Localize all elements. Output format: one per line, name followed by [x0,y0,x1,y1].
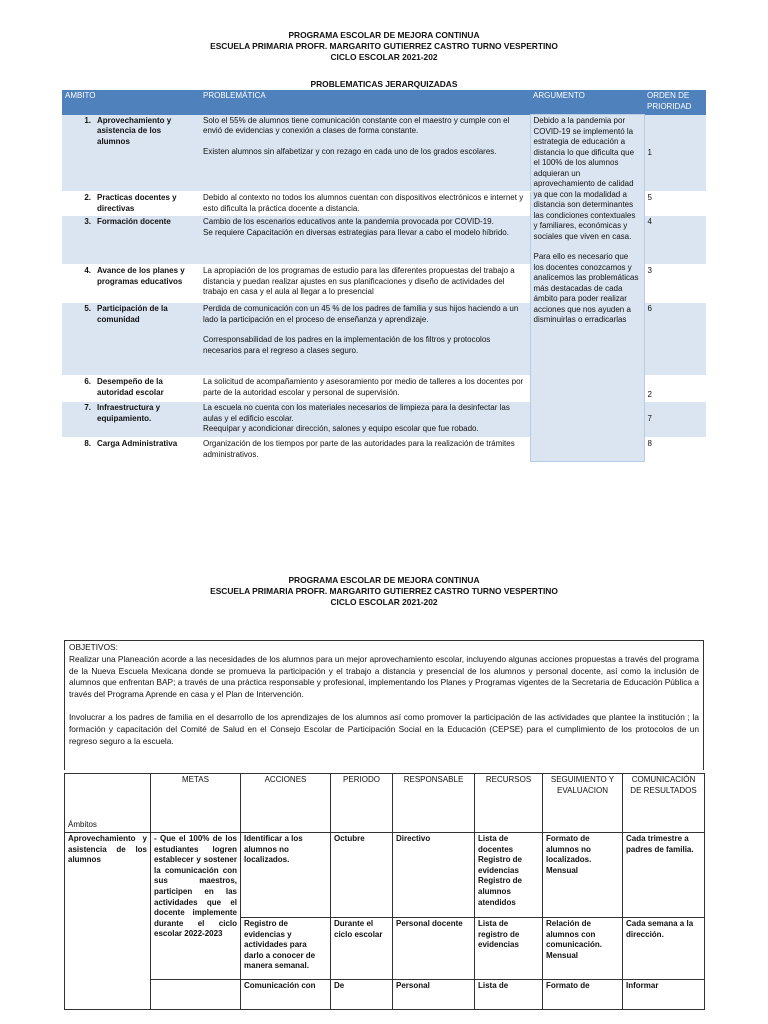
ambito-cell: Aprovechamiento y asistencia de los alumnos [65,833,151,1010]
seguimiento-cell: Relación de alumnos con comunicación. Mensual [543,918,623,980]
recursos-cell: Lista de [475,980,543,1010]
school-name: ESCUELA PRIMARIA PROFR. MARGARITO GUTIERREZ CASTRO TURNO VESPERTINO [210,586,558,596]
header-seguimiento: SEGUIMIENTO Y EVALUACION [543,774,623,833]
meta-cell: - Que el 100% de los estudiantes logren establecer y sostener la comunicación con sus maestros, participen en las actividades que el docente implemente durante el ciclo escolar 2022-2023 [151,833,241,980]
orden-cell: 6 [644,303,706,376]
ambito-cell: 1. Aprovechamiento y asistencia de los alumnos [62,115,200,192]
comunicacion-cell: Informar [623,980,705,1010]
planning-header-row [65,774,705,833]
table-header-row [62,90,706,115]
periodo-cell: Durante el ciclo escolar [331,918,393,980]
orden-cell: 3 [644,265,706,303]
problematica-cell: La apropiación de los programas de estudio para las diferentes propuestas del trabajo a distancia y puedan realizar ajustes en sus planificaciones y diseño de actividades del trabajo en casa y el aula al llegar a lo presencial [200,265,530,303]
problematica-cell: Debido al contexto no todos los alumnos cuentan con dispositivos electrónicos e internet y esto dificulta la práctica docente a distancia. [200,192,530,216]
header-ambitos: Ámbitos [65,774,151,833]
orden-cell: 7 [644,402,706,438]
header-metas: METAS [151,774,241,833]
recursos-cell: Lista de registro de evidencias [475,918,543,980]
ambito-cell: 4. Avance de los planes y programas educativos [62,265,200,303]
program-title: PROGRAMA ESCOLAR DE MEJORA CONTINUA [288,30,480,40]
comunicacion-cell: Cada trimestre a padres de familia. [623,833,705,918]
school-cycle: CICLO ESCOLAR 2021-202 [330,597,438,607]
orden-cell: 1 [644,115,706,192]
ambito-cell: 7. Infraestructura y equipamiento. [62,402,200,438]
recursos-cell: Lista de docentes Registro de evidencias Registro de alumnos atendidos [475,833,543,918]
periodo-cell: De [331,980,393,1010]
objectives-label: OBJETIVOS: [69,642,118,652]
problematica-cell: Organización de los tiempos por parte de las autoridades para la realización de trámites administrativos. [200,438,530,462]
problematica-cell: Perdida de comunicación con un 45 % de los padres de familia y sus hijos haciendo a un lado la participación en el proceso de enseñanza y aprendizaje. Corresponsabilidad de los padres en la implementación de los filtros y protocolos necesarios para el regreso a clases seguro. [200,303,530,376]
document-header-1 [0,30,768,63]
comunicacion-cell: Cada semana a la dirección. [623,918,705,980]
accion-cell: Registro de evidencias y actividades para darlo a conocer de manera semanal. [241,918,331,980]
responsable-cell: Personal docente [393,918,475,980]
table-row [65,980,705,1010]
header-problematica: PROBLEMÁTICA [200,90,530,115]
objective-paragraph: Realizar una Planeación acorde a las necesidades de los alumnos para un mejor aprovechamiento escolar, incluyendo algunas acciones propuestas a través del programa de la Nueva Escuela Mexicana donde se promueva la participación y el trabajo a distancia y presencial de los alumnos y personal docente, así como la inclusión de alumnos que enfrentan BAP; a través de una práctica responsable y profesional, implementando los Planes y Programas vigentes de la Secretaria de Educación Pública a través del Programa Aprende en casa y el Plan de Intervención. [69,653,699,700]
problematica-cell: La solicitud de acompañamiento y asesoramiento por medio de talleres a los docentes por parte de la autoridad escolar y personal de supervisión. [200,376,530,402]
header-comunicacion: COMUNICACIÓN DE RESULTADOS [623,774,705,833]
orden-cell: 4 [644,216,706,265]
seguimiento-cell: Formato de [543,980,623,1010]
school-cycle: CICLO ESCOLAR 2021-202 [330,52,438,62]
responsable-cell: Directivo [393,833,475,918]
header-responsable: RESPONSABLE [393,774,475,833]
header-argumento: ARGUMENTO [530,90,644,115]
accion-cell: Comunicación con [241,980,331,1010]
ambito-cell: 6. Desempeño de la autoridad escolar [62,376,200,402]
orden-cell: 2 [644,376,706,402]
responsable-cell: Personal [393,980,475,1010]
seguimiento-cell: Formato de alumnos no localizados. Mensual [543,833,623,918]
table-row [65,833,705,918]
problematica-cell: La escuela no cuenta con los materiales necesarios de limpieza para la desinfectar las aulas y el edificio escolar. Reequipar y acondicionar dirección, salones y equipo escolar que fue robado. [200,402,530,438]
objective-paragraph: Involucrar a los padres de familia en el desarrollo de los aprendizajes de los alumnos así como promover la participación de las actividades que plantee la institución ; la formación y capacitación del Comité de Salud en el Consejo Escolar de Participación Social en la Educación (CEPSE) para el cumplimiento de los protocolos de un regreso seguro a la escuela. [69,711,699,746]
planning-table [64,773,705,1010]
ambito-cell: 3. Formación docente [62,216,200,265]
ambito-cell: 8. Carga Administrativa [62,438,200,462]
problematica-cell: Cambio de los escenarios educativos ante la pandemia provocada por COVID-19. Se requiere Capacitación en diversas estrategias para llevar a cabo el modelo híbrido. [200,216,530,265]
problematica-cell: Solo el 55% de alumnos tiene comunicación constante con el maestro y cumple con el envió de evidencias y conexión a clases de forma constante. Existen alumnos sin alfabetizar y con rezago en cada uno de los grados escolares. [200,115,530,192]
orden-cell: 8 [644,438,706,462]
orden-cell: 5 [644,192,706,216]
problematicas-table [62,90,706,462]
header-periodo: PERIODO [331,774,393,833]
table-row [62,115,706,192]
ambito-cell: 2. Practicas docentes y directivas [62,192,200,216]
document-header-2 [0,575,768,608]
header-recursos: RECURSOS [475,774,543,833]
header-ambito: AMBITO [62,90,200,115]
argumento-cell: Debido a la pandemia por COVID-19 se implementó la estrategia de educación a distancia lo que dificulta que el 100% de los alumnos adquieran un aprovechamiento de calidad ya que con la modalidad a distancia son determinantes las condiciones contextuales y familiares, económicas y sociales que viven en casa. Para ello es necesario que los docentes conozcamos y analicemos las problemáticas más destacadas de cada ámbito para poder realizar acciones que nos ayuden a disminuirlas o erradicarlas [530,115,644,462]
program-title: PROGRAMA ESCOLAR DE MEJORA CONTINUA [288,575,480,585]
header-acciones: ACCIONES [241,774,331,833]
meta-cell [151,980,241,1010]
objectives-box [64,640,704,770]
header-orden: ORDEN DE PRIORIDAD [644,90,706,115]
school-name: ESCUELA PRIMARIA PROFR. MARGARITO GUTIERREZ CASTRO TURNO VESPERTINO [210,41,558,51]
table-subtitle: PROBLEMATICAS JERARQUIZADAS [310,79,458,89]
periodo-cell: Octubre [331,833,393,918]
accion-cell: Identificar a los alumnos no localizados. [241,833,331,918]
ambito-cell: 5. Participación de la comunidad [62,303,200,376]
